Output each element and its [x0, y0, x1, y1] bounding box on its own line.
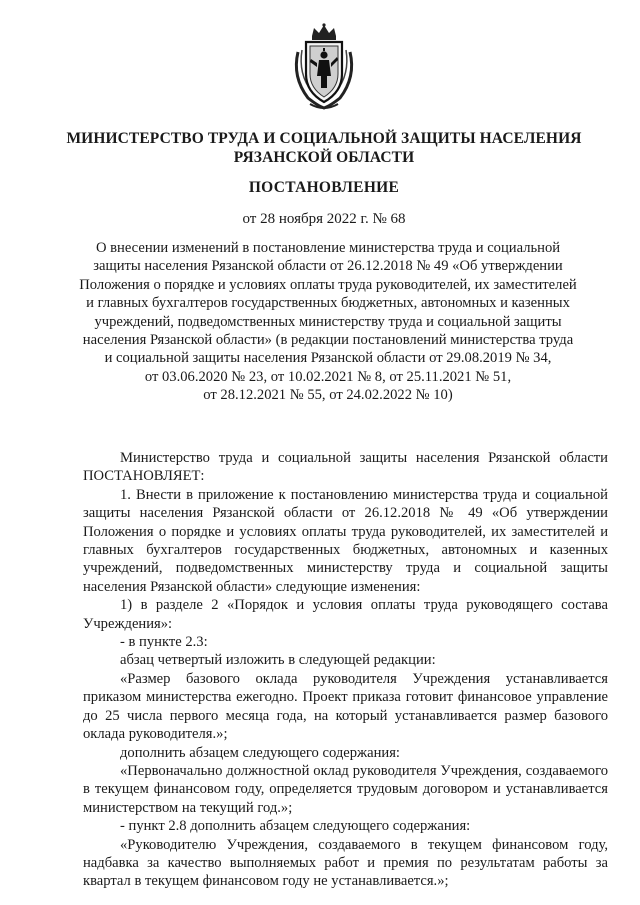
- body-paragraph-point-2-3: - в пункте 2.3:: [120, 634, 208, 651]
- document-title: [76, 239, 580, 405]
- title-line: от 03.06.2020 № 23, от 10.02.2021 № 8, от 25.11.2021 № 51,: [144, 368, 512, 385]
- ministry-name: [60, 129, 588, 167]
- coat-of-arms-icon: [288, 22, 360, 112]
- document-type: ПОСТАНОВЛЕНИЕ: [248, 179, 400, 196]
- body-paragraph: дополнить абзацем следующего содержания:: [120, 744, 400, 761]
- ministry-line-1: МИНИСТЕРСТВО ТРУДА И СОЦИАЛЬНОЙ ЗАЩИТЫ НАСЕЛЕНИЯ: [66, 130, 582, 147]
- title-line: учреждений, подведомственных министерству труда и социальной защиты: [94, 313, 562, 330]
- title-line: Положения о порядке и условиях оплаты труда руководителей, их заместителей: [79, 276, 577, 293]
- body-paragraph-quote: «Руководителю Учреждения, создаваемого в текущем финансовом году, надбавка за качество выполняемых работ и премия по результатам работы за квартал в текущем финансовом году не устанавливается.»;: [83, 836, 608, 890]
- body-paragraph-quote: «Размер базового оклада руководителя Учреждения устанавливается приказом министерства ежегодно. Проект приказа готовит финансовое управление до 25 числа первого месяца года, на который устанавливается размер базового оклада руководителя.»;: [83, 670, 608, 743]
- body-paragraph-quote: «Первоначально должностной оклад руководителя Учреждения, создаваемого в текущем финансовом году, определяется трудовым договором и устанавливается министерством на текущий год.»;: [83, 762, 608, 816]
- title-line: и главных бухгалтеров государственных бюджетных, автономных и казенных: [86, 295, 570, 312]
- ministry-line-2: РЯЗАНСКОЙ ОБЛАСТИ: [233, 149, 415, 166]
- title-line: защиты населения Рязанской области от 26.12.2018 № 49 «Об утверждении: [93, 258, 563, 275]
- document-date: от 28 ноября 2022 г. № 68: [242, 211, 406, 227]
- body-paragraph-preamble: Министерство труда и социальной защиты населения Рязанской области ПОСТАНОВЛЯЕТ:: [83, 450, 608, 485]
- title-line: и социальной защиты населения Рязанской области от 29.08.2019 № 34,: [104, 350, 552, 367]
- document-body: [83, 449, 608, 891]
- title-line: О внесении изменений в постановление министерства труда и социальной: [95, 240, 561, 256]
- body-paragraph-section-2: 1) в разделе 2 «Порядок и условия оплаты труда руководящего состава Учреждения»:: [83, 597, 608, 632]
- title-line: от 28.12.2021 № 55, от 24.02.2022 № 10): [203, 387, 453, 404]
- body-paragraph-item-1: 1. Внести в приложение к постановлению министерства труда и социальной защиты населения Рязанской области от 26.12.2018 № 49 «Об утверждении Положения о порядке и условиях оплаты труда руководителей, их заместителей и главных бухгалтеров государственных бюджетных, автономных и казенных учреждений, подведомственных министерству труда и социальной защиты населения Рязанской области» следующие изменения:: [83, 486, 608, 595]
- body-paragraph: абзац четвертый изложить в следующей редакции:: [120, 652, 436, 669]
- title-line: населения Рязанской области» (в редакции постановлений министерства труда: [82, 332, 574, 349]
- body-paragraph-point-2-8: - пункт 2.8 дополнить абзацем следующего содержания:: [120, 818, 471, 835]
